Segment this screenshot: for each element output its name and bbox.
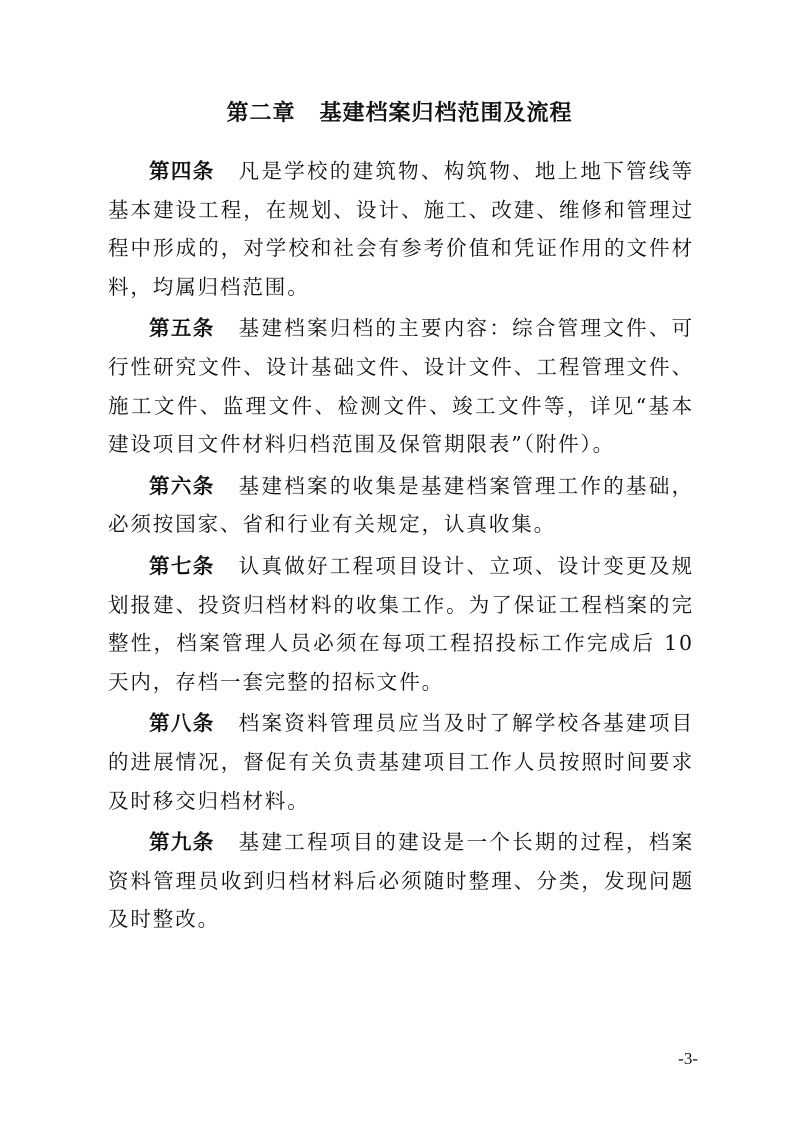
article-4 [108,152,694,306]
article-number: 第九条 [149,830,215,855]
article-number: 第七条 [149,553,215,578]
article-5 [108,309,694,463]
article-number: 第六条 [149,473,215,498]
article-6 [108,467,694,544]
document-body [108,152,694,942]
article-number: 第五条 [149,316,215,341]
article-9 [108,823,694,939]
article-text: 基建工程项目的建设是一个长期的过程，档案资料管理员收到归档材料后必须随时整理、分类，发现问题及时整改。 [108,830,695,932]
article-8 [108,704,694,820]
article-text: 基建档案归档的主要内容：综合管理文件、可行性研究文件、设计基础文件、设计文件、工程管理文件、施工文件、监理文件、检测文件、竣工文件等，详见“基本建设项目文件材料归档范围及保管期限表”（附件）。 [108,316,695,457]
article-text: 基建档案的收集是基建档案管理工作的基础，必须按国家、省和行业有关规定，认真收集。 [108,473,695,537]
chapter-title: 基建档案归档范围及流程 [319,101,573,126]
chapter-heading [0,98,799,130]
article-number: 第八条 [149,711,215,736]
article-text: 档案资料管理员应当及时了解学校各基建项目的进展情况，督促有关负责基建项目工作人员按照时间要求及时移交归档材料。 [108,711,695,813]
article-text: 认真做好工程项目设计、立项、设计变更及规划报建、投资归档材料的收集工作。为了保证工程档案的完整性，档案管理人员必须在每项工程招投标工作完成后 10 天内，存档一套完整的招标文件。 [108,553,695,694]
article-text: 凡是学校的建筑物、构筑物、地上地下管线等基本建设工程，在规划、设计、施工、改建、维修和管理过程中形成的，对学校和社会有参考价值和凭证作用的文件材料，均属归档范围。 [108,159,695,299]
article-7 [108,547,694,701]
article-number: 第四条 [149,159,215,183]
page-number: -3- [678,1049,698,1068]
chapter-number: 第二章 [226,101,296,126]
